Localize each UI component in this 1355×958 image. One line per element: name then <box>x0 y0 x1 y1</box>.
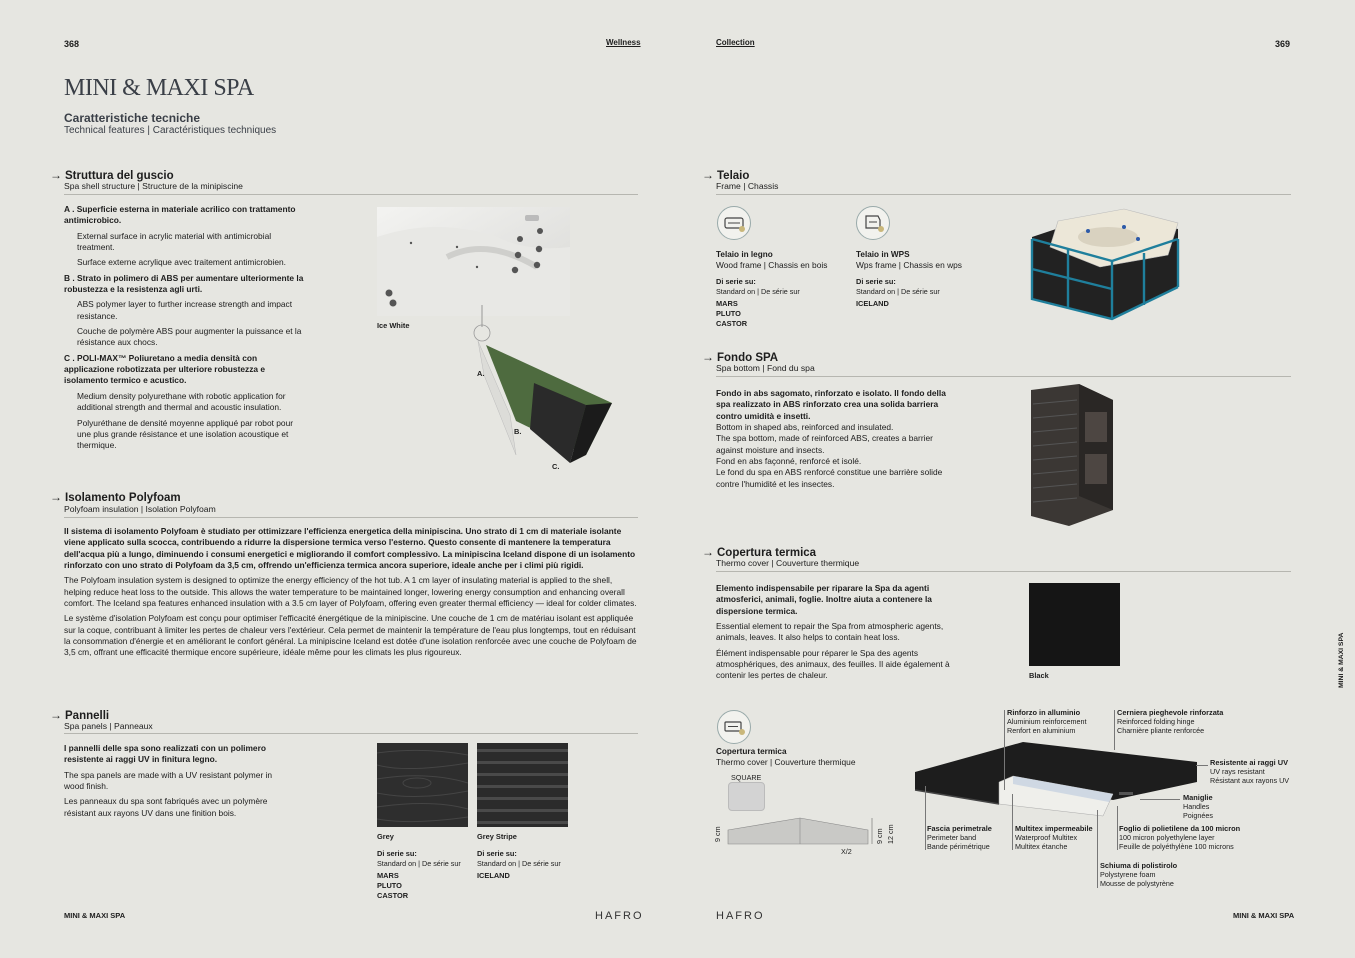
model-name: MARS <box>716 299 738 309</box>
nav-link-wellness[interactable]: Wellness <box>606 38 641 47</box>
callout-title: Fascia perimetrale <box>927 824 992 833</box>
model-name: ICELAND <box>477 870 510 880</box>
thermo-cover-sub: Thermo cover | Couverture thermique <box>716 757 856 768</box>
nav-link-collection[interactable]: Collection <box>716 38 755 47</box>
panels-heading: Pannelli <box>65 710 110 722</box>
panel-grey-name: Grey <box>377 832 394 841</box>
square-shape-icon <box>728 782 765 811</box>
callout-title: Foglio di polietilene da 100 micron <box>1119 824 1241 833</box>
footer-left: MINI & MAXI SPA <box>64 911 126 920</box>
layer-c-fr: Polyuréthane de densité moyenne appliqué par robot pour une plus grande résistance et une isolation acoustique et thermique. <box>77 417 294 451</box>
shell-layer-diagram <box>470 305 620 475</box>
wps-frame-std-sub: Standard on | De série sur <box>856 287 940 297</box>
model-name: CASTOR <box>716 319 748 329</box>
callout-fr: Charnière pliante renforcée <box>1117 725 1205 735</box>
layer-b-fr: Couche de polymère ABS pour augmenter la puissance et la résistance aux chocs. <box>77 326 302 348</box>
callout-fr: Feuille de polyéthylène 100 microns <box>1119 841 1234 851</box>
cover-swatch-black <box>1029 583 1120 666</box>
layer-c-label: C. <box>552 462 560 471</box>
cover-text-fr: Élément indispensable pour réparer le Spa des agents atmosphériques, des animaux, des feuilles. Il aide également à contenir les pertes de chaleur. <box>716 647 950 681</box>
wood-frame-info <box>716 249 846 329</box>
callout-aluminium <box>1007 709 1087 735</box>
cover-heading: Copertura termica <box>717 547 817 559</box>
panels-text <box>64 743 294 823</box>
cover-text <box>716 583 966 686</box>
cover-text-it: Elemento indispensabile per riparare la Spa da agenti atmosferici, animali, foglie. Inoltre aiuta a contenere la dispersione termica. <box>716 583 932 616</box>
layer-c-en: Medium density polyurethane with robotic application for additional strength and thermal and acoustic insulation. <box>77 390 286 413</box>
thermo-cover-info <box>716 746 856 768</box>
frame-heading: Telaio <box>717 170 750 182</box>
callout-band <box>927 825 992 851</box>
callout-fr: Multitex étanche <box>1015 841 1068 851</box>
arrow-right-icon: → <box>702 168 714 182</box>
model-name: ICELAND <box>856 299 889 309</box>
panels-text-fr: Les panneaux du spa sont fabriqués avec un polymère résistant aux rayons UV dans une finition bois. <box>64 796 268 818</box>
callout-fr: Bande périmétrique <box>927 841 990 851</box>
panel-stripe-std-sub: Standard on | De série sur <box>477 858 561 868</box>
insulation-text-en: The Polyfoam insulation system is designed to optimize the energy efficiency of the hot tub. A 1 cm layer of insulating material is applied to the shell, helping reduce heat loss to the outside. This allows the water temperature to be maintained longer, lowering energy consumption and enhancing overall comfort. The Iceland spa features enhanced insulation with a 3.5 cm layer of Polyfoam, offering even greater thermal efficiency — ideal for colder climates. <box>64 575 637 609</box>
wood-frame-std-sub: Standard on | De série sur <box>716 287 800 297</box>
bottom-text <box>716 388 961 490</box>
panel-grey-info <box>377 832 472 901</box>
callout-title: Rinforzo in alluminio <box>1007 708 1081 717</box>
callout-title: Multitex impermeabile <box>1015 824 1093 833</box>
cover-profile-diagram <box>724 816 899 850</box>
callout-hinge <box>1117 709 1223 735</box>
callout-fr: Poignées <box>1183 810 1213 820</box>
bottom-subheading: Spa bottom | Fond du spa <box>716 363 815 373</box>
wood-frame-name: Telaio in legno <box>716 250 773 259</box>
wood-frame-icon <box>717 206 751 240</box>
shell-heading: Struttura del guscio <box>65 170 174 182</box>
brand-logo-left: HAFRO <box>595 910 644 922</box>
callout-fr: Mousse de polystyrène <box>1100 878 1174 888</box>
footer-right: MINI & MAXI SPA <box>1233 911 1295 920</box>
callout-en: Handles <box>1183 801 1210 811</box>
shell-photo-caption: Ice White <box>377 321 410 330</box>
leader-line <box>1117 806 1118 850</box>
callout-polyethylene <box>1119 825 1240 851</box>
frame-photo <box>1028 207 1188 325</box>
panels-subheading: Spa panels | Panneaux <box>64 721 153 731</box>
callout-multitex <box>1015 825 1093 851</box>
panel-swatch-grey <box>377 743 468 827</box>
insulation-text <box>64 526 638 663</box>
layer-a-en: External surface in acrylic material with antimicrobial treatment. <box>77 230 272 253</box>
arrow-right-icon: → <box>702 350 714 364</box>
cover-shape-label: SQUARE <box>731 773 762 782</box>
panels-text-it: I pannelli delle spa sono realizzati con un polimero resistente ai raggi UV in finitura legno. <box>64 743 266 765</box>
callout-title: Cerniera pieghevole rinforzata <box>1117 708 1224 717</box>
model-name: CASTOR <box>377 890 409 900</box>
wood-frame-std: Di serie su: <box>716 277 756 287</box>
bottom-text-en2: The spa bottom, made of reinforced ABS, creates a barrier against moisture and insects. <box>716 433 933 455</box>
callout-uv <box>1210 759 1289 785</box>
leader-line <box>1140 799 1180 800</box>
divider <box>64 733 638 734</box>
wps-frame-icon <box>856 206 890 240</box>
callout-en: UV rays resistant <box>1210 766 1265 776</box>
callout-en: Polystyrene foam <box>1100 869 1156 879</box>
layer-b-en: ABS polymer layer to further increase strength and impact resistance. <box>77 299 293 321</box>
dim-9cm-left: 9 cm <box>713 826 722 842</box>
model-name: MARS <box>377 870 399 880</box>
layer-a-label: A. <box>477 369 485 378</box>
bottom-text-it: Fondo in abs sagomato, rinforzato e isolato. Il fondo della spa realizzato in ABS rinforzato crea una solida barriera contro umidità e insetti. <box>716 388 946 421</box>
divider <box>716 194 1291 195</box>
leader-line <box>1097 810 1098 888</box>
thermo-cover-icon <box>717 710 751 744</box>
callout-en: Waterproof Multitex <box>1015 832 1078 842</box>
wps-frame-sub: Wps frame | Chassis en wps <box>856 260 962 271</box>
leader-line <box>1004 710 1005 790</box>
divider <box>64 194 638 195</box>
panel-grey-std: Di serie su: <box>377 848 417 858</box>
page-title: MINI & MAXI SPA <box>64 75 254 101</box>
cover-cutaway-diagram <box>913 736 1199 818</box>
page-number-right: 369 <box>1275 39 1291 49</box>
callout-title: Resistente ai raggi UV <box>1210 758 1289 767</box>
bottom-text-fr1: Fond en abs façonné, renforcé et isolé. <box>716 456 862 467</box>
arrow-right-icon: → <box>50 168 62 182</box>
insulation-subheading: Polyfoam insulation | Isolation Polyfoam <box>64 504 216 514</box>
callout-handles <box>1183 794 1213 820</box>
bottom-text-fr2: Le fond du spa en ABS renforcé constitue une barrière solide contre l'humidité et les insectes. <box>716 467 943 489</box>
side-label: MINI & MAXI SPA <box>1338 632 1345 688</box>
page-number-left: 368 <box>64 39 80 49</box>
panels-text-en: The spa panels are made with a UV resistant polymer in wood finish. <box>64 769 273 792</box>
dim-12cm: 12 cm <box>886 824 895 844</box>
callout-fr: Résistant aux rayons UV <box>1210 775 1290 785</box>
wps-frame-name: Telaio in WPS <box>856 250 910 259</box>
arrow-right-icon: → <box>702 545 714 559</box>
layer-c-title: C . POLI-MAX™ Poliuretano a media densità con applicazione robotizzata per ulteriore robustezza e isolamento termico e acustico. <box>64 352 266 386</box>
wps-frame-info <box>856 249 986 309</box>
insulation-text-fr: Le système d'isolation Polyfoam est conçu pour optimiser l'efficacité énergétique de la minipiscine. Une couche de 1 cm de matériau isolant est appliquée sur la coque, contribuant à limiter les pertes de chaleur vers l'extérieur. Cela permet de maintenir la température de l'eau plus longtemps, tout en réduisant la consommation d'énergie et en améliorant le confort général. La minipiscine Iceland est dotée d'une isolation renforcée avec une couche de Polyfoam de 3,5 cm, offrant une efficacité thermique encore supérieure, idéale même pour les climats les plus rigoureux. <box>64 613 637 658</box>
panel-stripe-name: Grey Stripe <box>477 832 517 841</box>
cover-text-en: Essential element to repair the Spa from atmospheric agents, animals, leaves. It also helps to contain heat loss. <box>716 621 944 643</box>
leader-line <box>925 786 926 850</box>
frame-subheading: Frame | Chassis <box>716 181 779 191</box>
bottom-heading: Fondo SPA <box>717 352 779 364</box>
wood-frame-sub: Wood frame | Chassis en bois <box>716 260 828 271</box>
spa-bottom-photo <box>1029 384 1115 526</box>
cover-swatch-label: Black <box>1029 671 1049 680</box>
dim-x2: X/2 <box>841 847 852 856</box>
cover-subheading: Thermo cover | Couverture thermique <box>716 558 860 568</box>
divider <box>716 571 1291 572</box>
shell-subheading: Spa shell structure | Structure de la minipiscine <box>64 181 243 191</box>
layer-a-title: A . Superficie esterna in materiale acrilico con trattamento antimicrobico. <box>64 204 296 226</box>
panel-grey-std-sub: Standard on | De série sur <box>377 858 461 868</box>
model-name: PLUTO <box>716 309 741 319</box>
arrow-right-icon: → <box>50 490 62 504</box>
panel-stripe-std: Di serie su: <box>477 848 517 858</box>
shell-layer-list <box>64 204 304 456</box>
insulation-text-it: Il sistema di isolamento Polyfoam è studiato per ottimizzare l'efficienza energetica della minipiscina. Uno strato di 1 cm di materiale isolante viene applicato sulla scocca, contribuendo a ridurre la dispersione termica verso l'esterno. Questo consente di mantenere la temperatura dell'acqua più a lungo, diminuendo i consumi energetici e migliorando il comfort complessivo. La minipiscina Iceland dispone di un isolamento rinforzato con uno strato di Polyfoam da 3,5 cm, offrendo un'efficienza termica ancora superiore, ideale anche per i climi più rigidi. <box>64 526 636 571</box>
subtitle-main: Caratteristiche tecniche <box>64 111 201 125</box>
panel-stripe-info <box>477 832 572 881</box>
leader-line <box>1196 765 1208 766</box>
callout-title: Maniglie <box>1183 793 1213 802</box>
layer-a-fr: Surface externe acrylique avec traitement antimicrobien. <box>77 257 287 268</box>
brand-logo-right: HAFRO <box>716 910 765 922</box>
leader-line <box>1114 710 1115 750</box>
wps-frame-std: Di serie su: <box>856 277 896 287</box>
thermo-cover-title: Copertura termica <box>716 747 787 756</box>
callout-en: Aluminium reinforcement <box>1007 716 1087 726</box>
callout-en: Reinforced folding hinge <box>1117 716 1195 726</box>
arrow-right-icon: → <box>50 708 62 722</box>
bottom-text-en1: Bottom in shaped abs, reinforced and insulated. <box>716 422 894 433</box>
leader-line <box>1012 794 1013 850</box>
model-name: PLUTO <box>377 880 402 890</box>
callout-en: 100 micron polyethylene layer <box>1119 832 1215 842</box>
shell-photo <box>377 207 570 316</box>
divider <box>716 376 1291 377</box>
callout-title: Schiuma di polistirolo <box>1100 861 1178 870</box>
layer-b-label: B. <box>514 427 522 436</box>
layer-b-title: B . Strato in polimero di ABS per aumentare ulteriormente la robustezza e la resistenza agli urti. <box>64 272 304 295</box>
dim-9cm-right: 9 cm <box>875 828 884 844</box>
divider <box>64 517 638 518</box>
callout-foam <box>1100 862 1177 888</box>
insulation-heading: Isolamento Polyfoam <box>65 492 181 504</box>
callout-en: Perimeter band <box>927 832 977 842</box>
callout-fr: Renfort en aluminium <box>1007 725 1076 735</box>
panel-swatch-grey-stripe <box>477 743 568 827</box>
subtitle-sub: Technical features | Caractéristiques techniques <box>64 125 277 136</box>
